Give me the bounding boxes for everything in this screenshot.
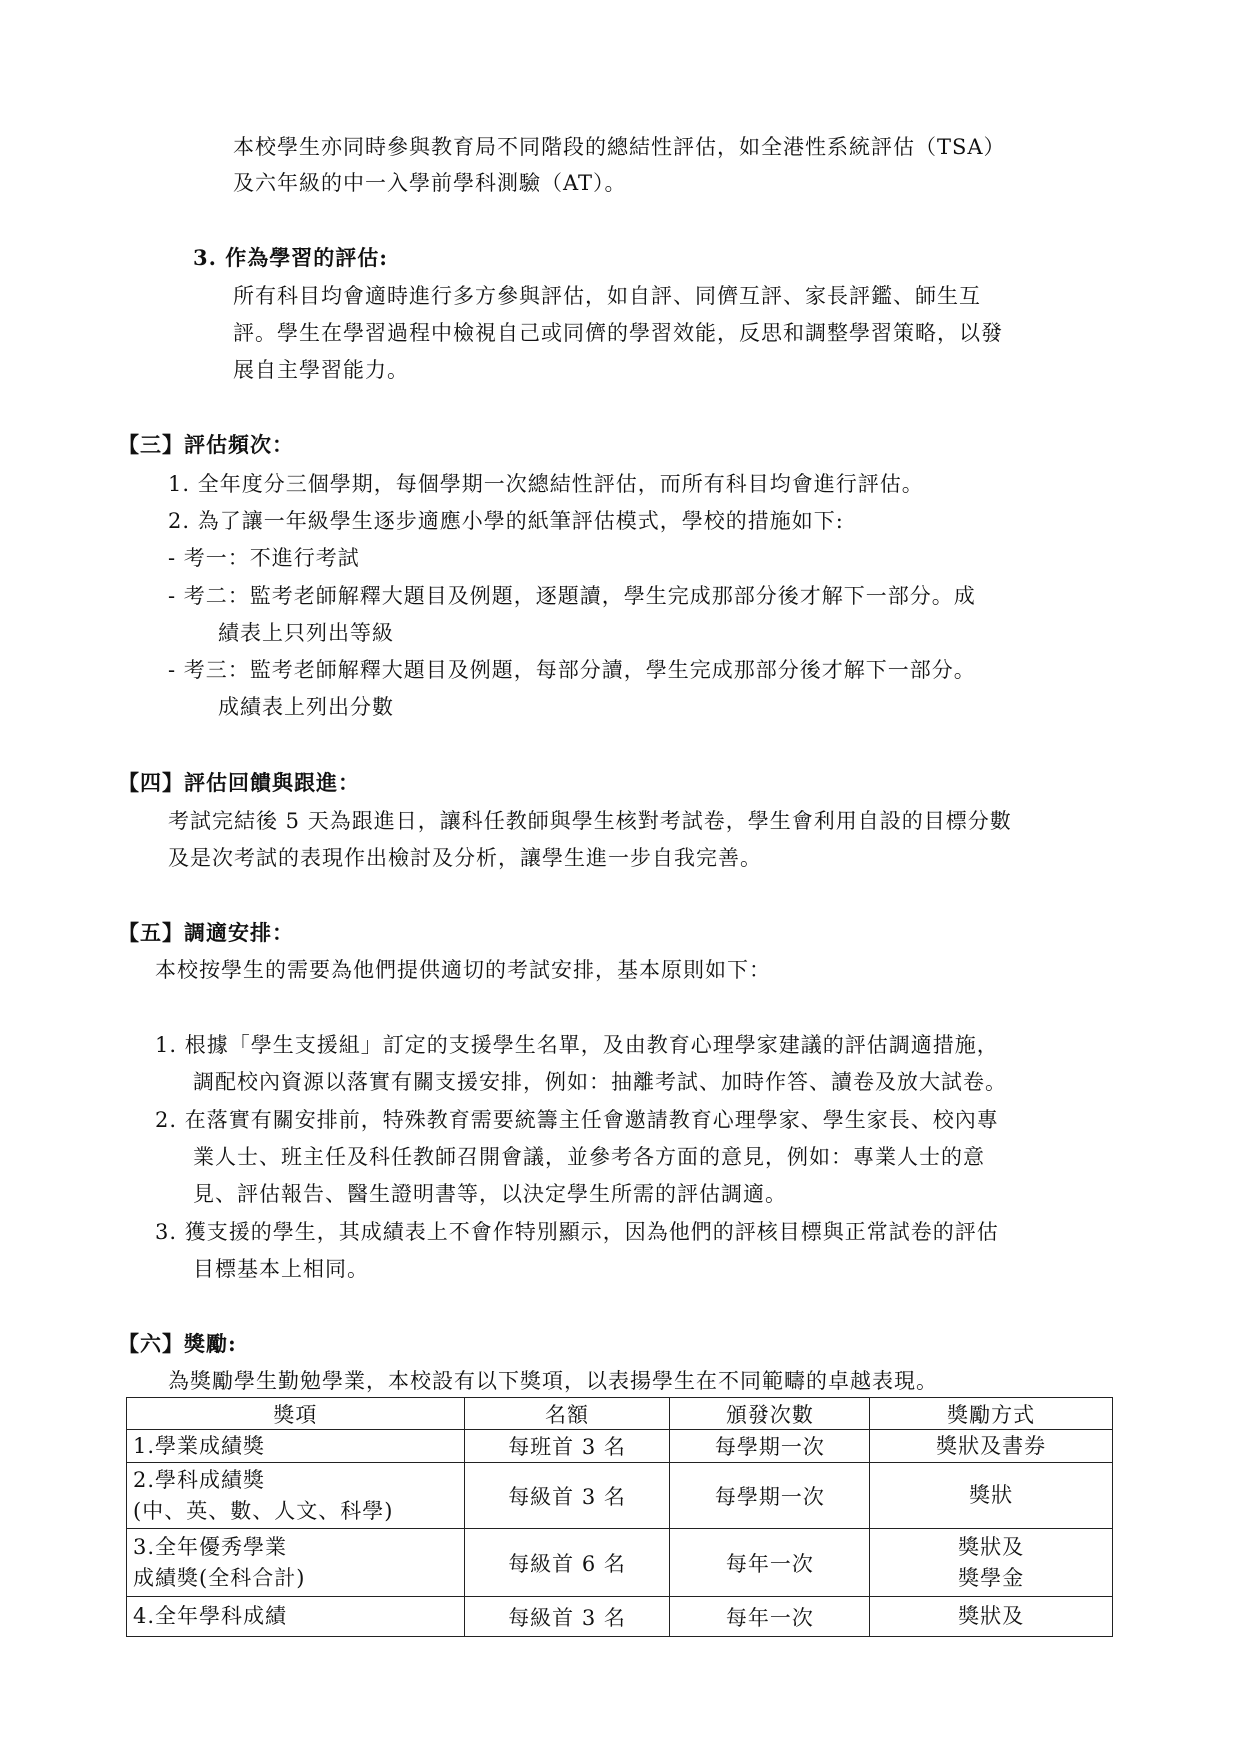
award-name: 4.全年學科成績	[133, 1604, 288, 1628]
award-frequency: 每學期一次	[670, 1463, 870, 1529]
assessment-as-learning-line-1: 所有科目均會適時進行多方參與評估，如自評、同儕互評、家長評鑑、師生互	[233, 284, 981, 308]
table-row	[127, 1597, 1113, 1637]
section-4-heading: 【四】評估回饋與跟進：	[118, 770, 360, 795]
table-header-reward: 獎勵方式	[870, 1398, 1113, 1430]
award-frequency: 每年一次	[670, 1529, 870, 1597]
intro-line-2: 及六年級的中一入學前學科測驗（AT）。	[233, 171, 627, 195]
section-3-dash-3-line-2: 成績表上列出分數	[218, 695, 394, 719]
award-name: 3.全年優秀學業	[133, 1534, 288, 1559]
assessment-as-learning-line-3: 展自主學習能力。	[233, 358, 409, 382]
section-3-dash-2-line-2: 績表上只列出等級	[218, 621, 394, 645]
assessment-as-learning-line-2: 評。學生在學習過程中檢視自己或同儕的學習效能，反思和調整學習策略，以發	[233, 321, 1003, 345]
section-5-item-2-line-1: 2. 在落實有關安排前，特殊教育需要統籌主任會邀請教育心理學家、學生家長、校內專	[155, 1108, 999, 1132]
award-quota: 每級首 3 名	[464, 1597, 670, 1637]
section-3-dash-2-line-1: - 考二：監考老師解釋大題目及例題，逐題讀，學生完成那部分後才解下一部分。成	[168, 584, 976, 608]
table-header-frequency: 頒發次數	[670, 1398, 870, 1430]
section-5-heading: 【五】調適安排：	[118, 920, 294, 945]
award-name-cell	[127, 1430, 465, 1463]
table-row	[127, 1529, 1113, 1597]
award-name: 1.學業成績獎	[133, 1433, 266, 1458]
award-name: 2.學科成績獎	[133, 1467, 266, 1492]
award-frequency: 每年一次	[670, 1597, 870, 1637]
award-name-cell	[127, 1597, 465, 1637]
table-header-quota: 名額	[464, 1398, 670, 1430]
section-3-dash-1: - 考一：不進行考試	[168, 546, 360, 570]
award-name-cell	[127, 1463, 465, 1529]
award-name-cell	[127, 1529, 465, 1597]
award-quota: 每級首 6 名	[464, 1529, 670, 1597]
table-header-row	[127, 1398, 1113, 1430]
award-reward-cell	[870, 1463, 1113, 1529]
section-3-item-2: 2. 為了讓一年級學生逐步適應小學的紙筆評估模式，學校的措施如下:	[168, 509, 844, 533]
section-5-item-2-line-3: 見、評估報告、醫生證明書等，以決定學生所需的評估調適。	[193, 1182, 787, 1206]
section-3-heading: 【三】評估頻次：	[118, 432, 294, 457]
award-name-subtitle: 成績獎(全科合計)	[133, 1565, 306, 1590]
section-4-line-2: 及是次考試的表現作出檢討及分析，讓學生進一步自我完善。	[168, 846, 762, 870]
award-reward-line-2: 獎學金	[958, 1565, 1025, 1590]
section-5-intro: 本校按學生的需要為他們提供適切的考試安排，基本原則如下：	[155, 958, 771, 982]
section-5-item-1-line-2: 調配校內資源以落實有關支援安排，例如：抽離考試、加時作答、讀卷及放大試卷。	[193, 1070, 1007, 1094]
table-row	[127, 1430, 1113, 1463]
section-5-item-3-line-1: 3. 獲支援的學生，其成績表上不會作特別顯示，因為他們的評核目標與正常試卷的評估	[155, 1220, 999, 1244]
award-frequency: 每學期一次	[670, 1430, 870, 1463]
award-reward: 獎狀	[969, 1483, 1014, 1507]
section-5-item-3-line-2: 目標基本上相同。	[193, 1257, 369, 1281]
table-header-award: 獎項	[127, 1398, 465, 1430]
award-quota: 每級首 3 名	[464, 1463, 670, 1529]
section-3-item-1: 1. 全年度分三個學期，每個學期一次總結性評估，而所有科目均會進行評估。	[168, 472, 924, 496]
award-reward-cell	[870, 1430, 1113, 1463]
assessment-as-learning-heading: 3. 作為學習的評估:	[193, 245, 388, 270]
intro-line-1: 本校學生亦同時參與教育局不同階段的總結性評估，如全港性系統評估（TSA）	[233, 135, 1006, 159]
section-3-dash-3-line-1: - 考三：監考老師解釋大題目及例題，每部分讀，學生完成那部分後才解下一部分。	[168, 658, 976, 682]
section-5-item-2-line-2: 業人士、班主任及科任教師召開會議，並參考各方面的意見，例如：專業人士的意	[193, 1145, 985, 1169]
award-reward-cell	[870, 1597, 1113, 1637]
section-6-heading: 【六】獎勵:	[118, 1331, 237, 1356]
award-reward: 獎狀及	[958, 1604, 1025, 1628]
table-row	[127, 1463, 1113, 1529]
section-4-line-1: 考試完結後 5 天為跟進日，讓科任教師與學生核對考試卷，學生會利用自設的目標分數	[168, 809, 1012, 833]
award-quota: 每班首 3 名	[464, 1430, 670, 1463]
awards-table	[126, 1397, 1113, 1637]
award-reward: 獎狀及	[958, 1534, 1025, 1559]
section-5-item-1-line-1: 1. 根據「學生支援組」訂定的支援學生名單，及由教育心理學家建議的評估調適措施，	[155, 1033, 999, 1057]
award-reward: 獎狀及書券	[936, 1433, 1047, 1458]
award-reward-cell	[870, 1529, 1113, 1597]
award-name-subtitle: (中、英、數、人文、科學)	[133, 1498, 394, 1523]
section-6-intro: 為獎勵學生勤勉學業，本校設有以下獎項，以表揚學生在不同範疇的卓越表現。	[168, 1369, 938, 1393]
